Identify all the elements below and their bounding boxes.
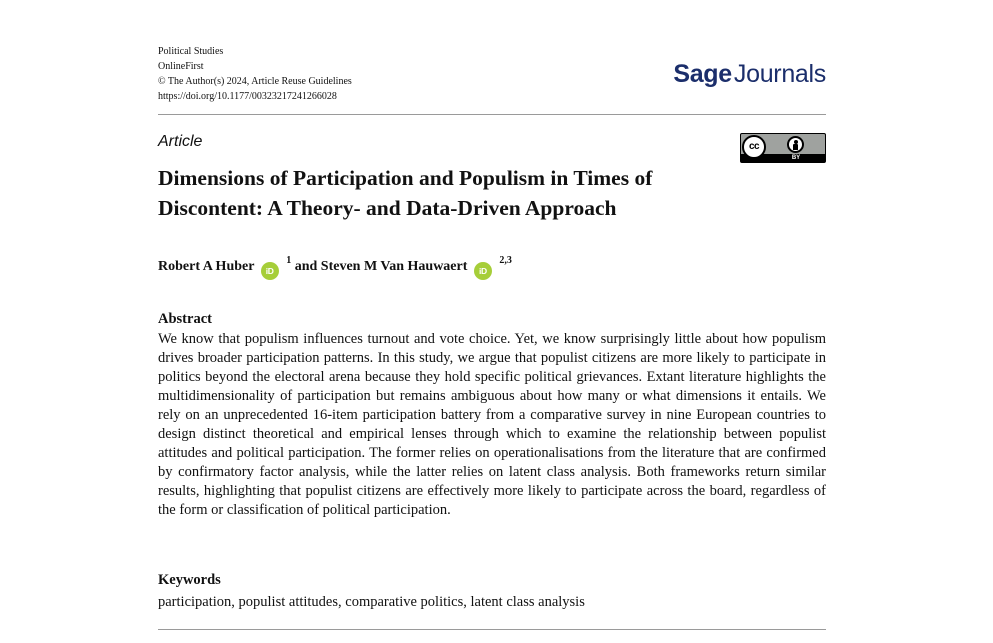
cc-by-license-badge[interactable] [740,133,826,163]
by-label: BY [791,155,801,161]
author-name[interactable]: Steven M Van Hauwaert [320,259,468,274]
author-separator: and [294,259,318,274]
cc-icon: cc [742,135,766,159]
orcid-icon[interactable]: iD [474,262,492,280]
author-line [158,256,512,280]
publication-status: OnlineFirst [158,61,204,72]
footer-divider [158,629,826,630]
author-affiliation: 1 [286,255,292,266]
logo-sage: Sage [673,60,732,88]
author-affiliation: 2,3 [499,255,512,266]
article-title: Dimensions of Participation and Populism in Times of Discontent: A Theory- and Data-Driven Approach [158,166,653,220]
abstract-heading: Abstract [158,311,212,327]
header-divider [158,114,826,115]
author-name[interactable]: Robert A Huber [158,259,255,274]
attribution-icon [787,136,804,153]
abstract-text: We know that populism influences turnout and vote choice. Yet, we know surprisingly little about how populism drives broader participation patterns. In this study, we argue that populist citizens are more likely to participate in politics beyond the electoral arena because they hold specific political grievances. Extant literature highlights the multidimensionality of participation but remains ambiguous about how many or what dimensions it entails. We rely on an unprecedented 16-item participation battery from a comparative survey in nine European countries to design distinct theoretical and empirical lenses through which to examine the relationship between populist attitudes and political participation. The former relies on operationalisations from the literature that are confirmed by confirmatory factor analysis, while the latter relies on latent class analysis. Both frameworks return similar results, highlighting that populist citizens are effectively more likely to participate across the board, regardless of the form or classification of political participation. [158,331,826,518]
sage-journals-logo[interactable] [673,60,826,89]
attribution-head [794,140,798,144]
attribution-body [793,144,798,150]
publication-meta [158,44,352,104]
copyright-line[interactable]: © The Author(s) 2024, Article Reuse Guidelines [158,76,352,87]
keywords-heading: Keywords [158,572,221,588]
keywords-list: participation, populist attitudes, comparative politics, latent class analysis [158,594,585,610]
doi-link[interactable]: https://doi.org/10.1177/00323217241266028 [158,91,337,102]
logo-journals: Journals [733,60,826,88]
article-page [158,0,826,643]
article-type-label: Article [158,133,203,150]
orcid-icon[interactable]: iD [261,262,279,280]
journal-name[interactable]: Political Studies [158,46,224,57]
